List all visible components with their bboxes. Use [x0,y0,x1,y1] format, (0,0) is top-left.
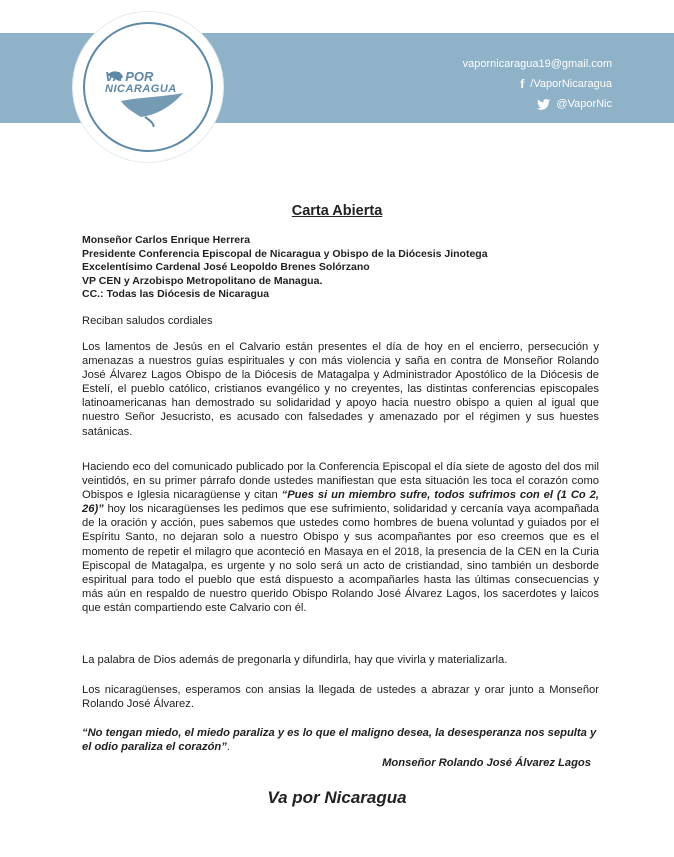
closing-punct: . [226,741,230,754]
addressee-line: VP CEN y Arzobispo Metropolitano de Managua. [82,274,323,287]
addressee-line: Monseñor Carlos Enrique Herrera [82,234,251,246]
bible-quote: “Pues si un miembro sufre, todos sufrimos con el (1 Co 2, 26)” [82,489,599,516]
closing-quote: “No tengan miedo, el miedo paraliza y es lo que el maligno desea, la desesperanza nos sepulta y el odio paraliza el corazón” [82,727,597,754]
facebook-row [463,74,612,94]
facebook-link[interactable]: /VaporNicaragua [530,78,612,90]
logo-line2: NICARAGUA [105,83,177,95]
logo-line1: VA POR [105,69,154,84]
twitter-icon [537,99,550,110]
logo [73,12,223,162]
addressee-line: CC.: Todas las Diócesis de Nicaragua [82,288,270,300]
paragraph-2-end: hoy los nicaragüenses les pedimos que ese sufrimiento, solidaridad y cercanía vaya acompañada de la oración y acción, pues sabemos que ustedes como hombres de buena voluntad y guiados por el Espíritu Santo, no dejaran solo a nuestro Obispo y sus acompañantes por eso creemos que es el momento de repetir el milagro que aconteció en Masaya en el 2018, la presencia de la CEN en la Curia Episcopal de Matagalpa, es urgente y no solo será un acto de cristiandad, sino también un desborde espiritual para todo el pueblo que está dispuesto a acompañarles hasta las últimas consecuencias y más aún en respaldo de nuestro querido Obispo Rolando José Álvarez Lagos, los sacerdotes y laicos que están compartiendo este Calvario con él. [82,503,599,614]
email-link[interactable]: vapornicaragua19@gmail.com [462,58,612,70]
letter-title: Carta Abierta [291,203,383,219]
signature: Monseñor Rolando José Álvarez Lagos [382,757,591,769]
paragraph-2-start: Haciendo eco del comunicado publicado por la Conferencia Episcopal el día siete de agosto del dos mil veintidós, en su primer párrafo donde ustedes manifiestan que esta situación les toca el corazón como Obispos e Iglesia nicaragüense y citan [82,461,599,502]
twitter-link[interactable]: @VaporNic [556,98,612,110]
paragraph-1: Los lamentos de Jesús en el Calvario están presentes el día de hoy en el encierro, persecución y amenazas a nuestros guías espirituales y con más violencia y saña en contra de Monseñor Rolando José Álvarez Lagos Obispo de la Diócesis de Matagalpa y Administrador Apostólico de la Diócesis de Estelí, el pueblo católico, cristianos evangélico y no creyentes, las distintas conferencias episcopales latinoamericanas han demostrado su solidaridad y apoyo hacia nuestro obispo a quien al igual que nuestro Señor Jesucristo, es acusado con falsedades y amenazado por el régimen y sus huestes satánicas. [82,341,599,438]
paragraph-2 [82,460,599,615]
addressee-block [82,234,488,302]
contact-info [463,54,612,114]
paragraph-4: Los nicaragüenses, esperamos con ansias la llegada de ustedes a abrazar y orar junto a Monseñor Rolando José Álvarez. [82,684,599,711]
closing-quote-block [82,726,599,754]
facebook-icon: f [520,77,525,91]
greeting: Reciban saludos cordiales [82,315,213,327]
twitter-row [463,94,612,114]
email-row [463,54,612,74]
addressee-line: Excelentísimo Cardenal José Leopoldo Brenes Solórzano [82,261,370,273]
paragraph-3: La palabra de Dios además de pregonarla y difundirla, hay que vivirla y materializarla. [82,654,508,666]
addressee-line: Presidente Conferencia Episcopal de Nicaragua y Obispo de la Diócesis Jinotega [82,247,488,260]
footer-slogan: Va por Nicaragua [267,788,407,807]
logo-text [105,70,205,96]
